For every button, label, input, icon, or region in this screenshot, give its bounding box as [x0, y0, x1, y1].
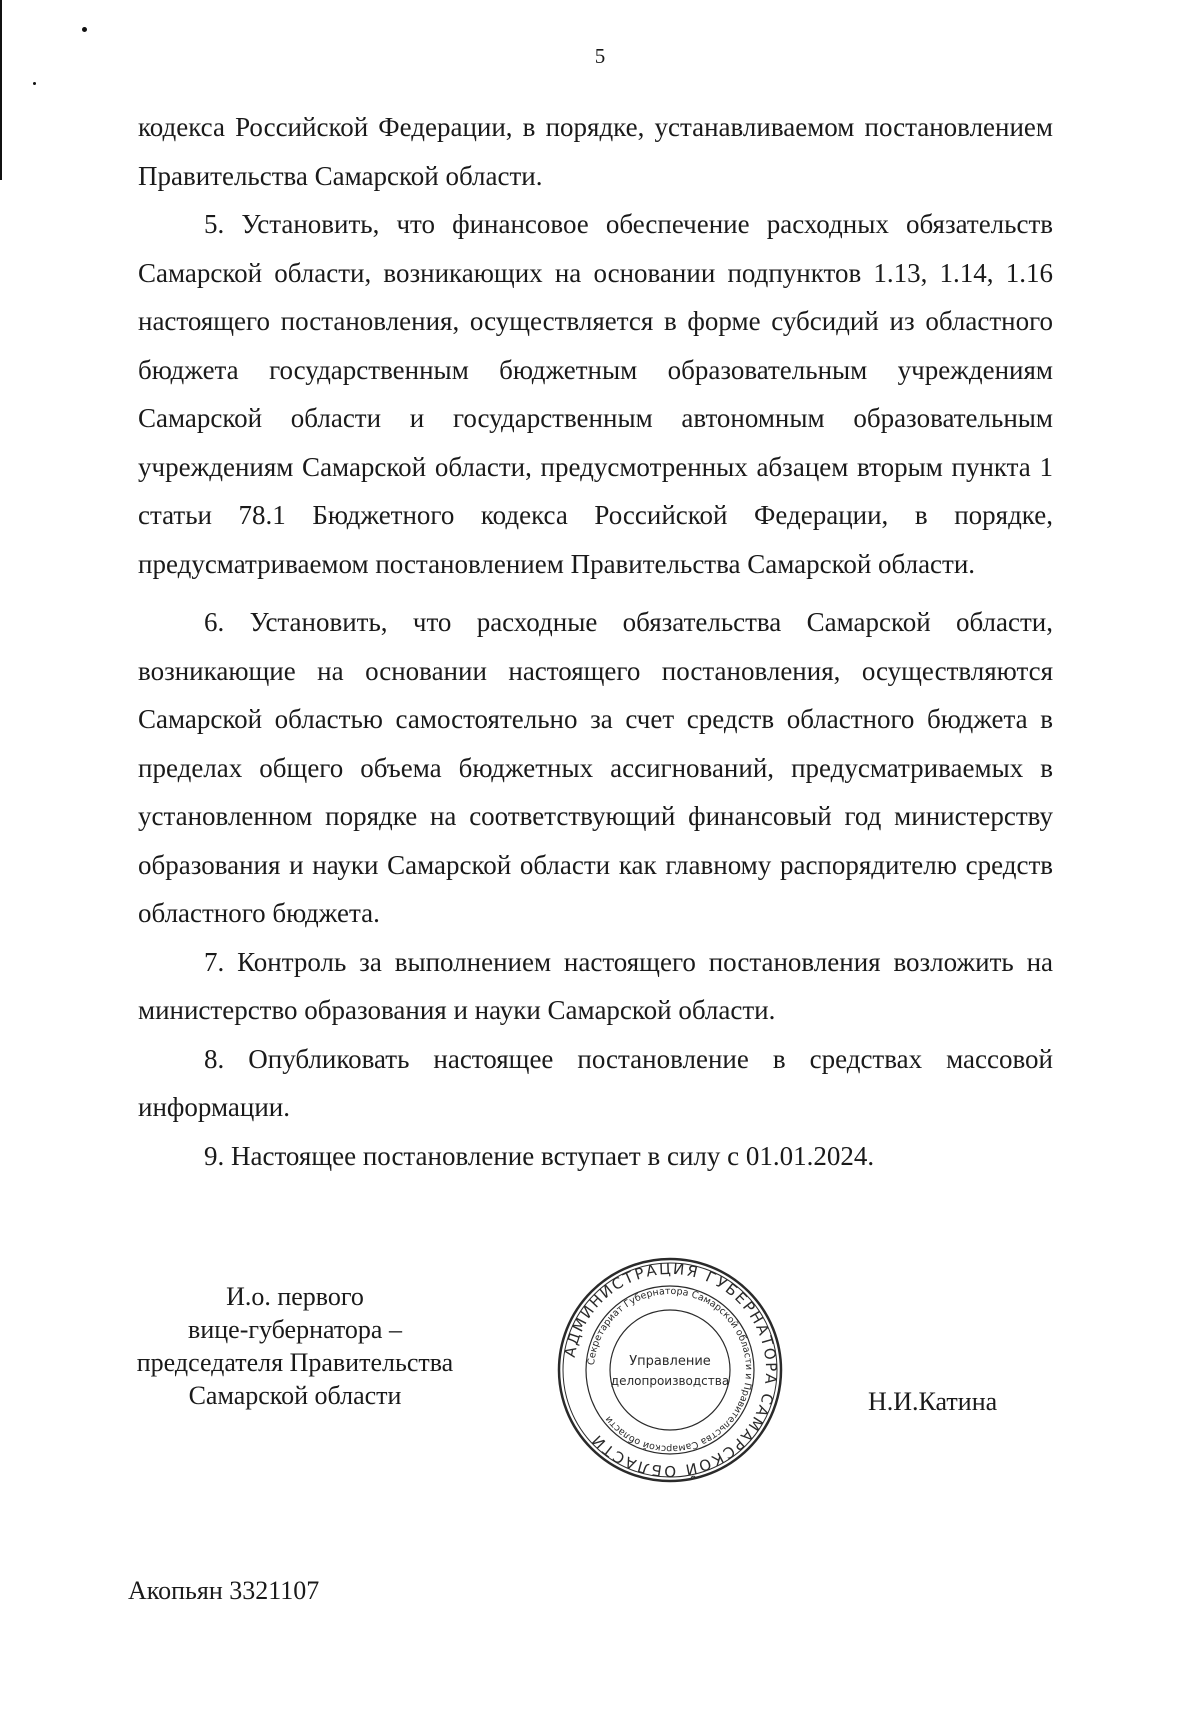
position-line: Самарской области	[188, 1381, 402, 1410]
paragraph-continuation: кодекса Российской Федерации, в порядке, устанавливаемом постановлением Правительства Самарской области.	[138, 112, 1053, 191]
page-number: 5	[594, 44, 606, 68]
position-line: вице-губернатора –	[188, 1315, 402, 1344]
stamp-inner-ring	[610, 1310, 730, 1430]
stamp-middle-text: Секретариат Губернатора Самарской области и Правительства Самарской области	[586, 1285, 755, 1455]
paragraph-item-5: 5. Установить, что финансовое обеспечение расходных обязательств Самарской области, возникающих на основании подпунктов 1.13, 1.14, 1.16 настоящего постановления, осуществляется в форме субсидий из областного бюджета государственным бюджетным образовательным учреждениям Самарской области и государственным автономным образовательным учреждениям Самарской области, предусмотренных абзацем вторым пункта 1 статьи 78.1 Бюджетного кодекса Российской Федерации, в порядке, предусматриваемом постановлением Правительства Самарской области.	[138, 209, 1053, 579]
document-body	[138, 103, 1053, 1180]
paragraph-item-9: 9. Настоящее постановление вступает в силу с 01.01.2024.	[204, 1140, 875, 1171]
paragraph-item-8: 8. Опубликовать настоящее постановление в средствах массовой информации.	[138, 1043, 1053, 1122]
scan-speck	[82, 27, 87, 32]
stamp-center-line-2: делопроизводства	[610, 1374, 730, 1388]
position-line: И.о. первого	[226, 1282, 364, 1311]
paragraph-item-7: 7. Контроль за выполнением настоящего постановления возложить на министерство образования и науки Самарской области.	[138, 946, 1053, 1025]
position-line: председателя Правительства	[136, 1348, 454, 1377]
stamp-outer-text: АДМИНИСТРАЦИЯ ГУБЕРНАТОРА САМАРСКОЙ ОБЛАСТИ	[560, 1259, 781, 1481]
official-stamp	[555, 1255, 785, 1485]
signatory-position	[120, 1280, 470, 1412]
signer-name: Н.И.Катина	[868, 1387, 998, 1416]
executor-info: Акопьян 3321107	[128, 1576, 320, 1605]
stamp-center-line-1: Управление	[629, 1354, 711, 1369]
scan-speck	[33, 82, 36, 85]
scan-margin-mark	[0, 0, 2, 180]
paragraph-item-6: 6. Установить, что расходные обязательства Самарской области, возникающие на основании настоящего постановления, осуществляются Самарской областью самостоятельно за счет средств областного бюджета в пределах общего объема бюджетных ассигнований, предусматриваемых в установленном порядке на соответствующий финансовый год министерству образования и науки Самарской области как главному распорядителю средств областного бюджета.	[138, 607, 1053, 928]
